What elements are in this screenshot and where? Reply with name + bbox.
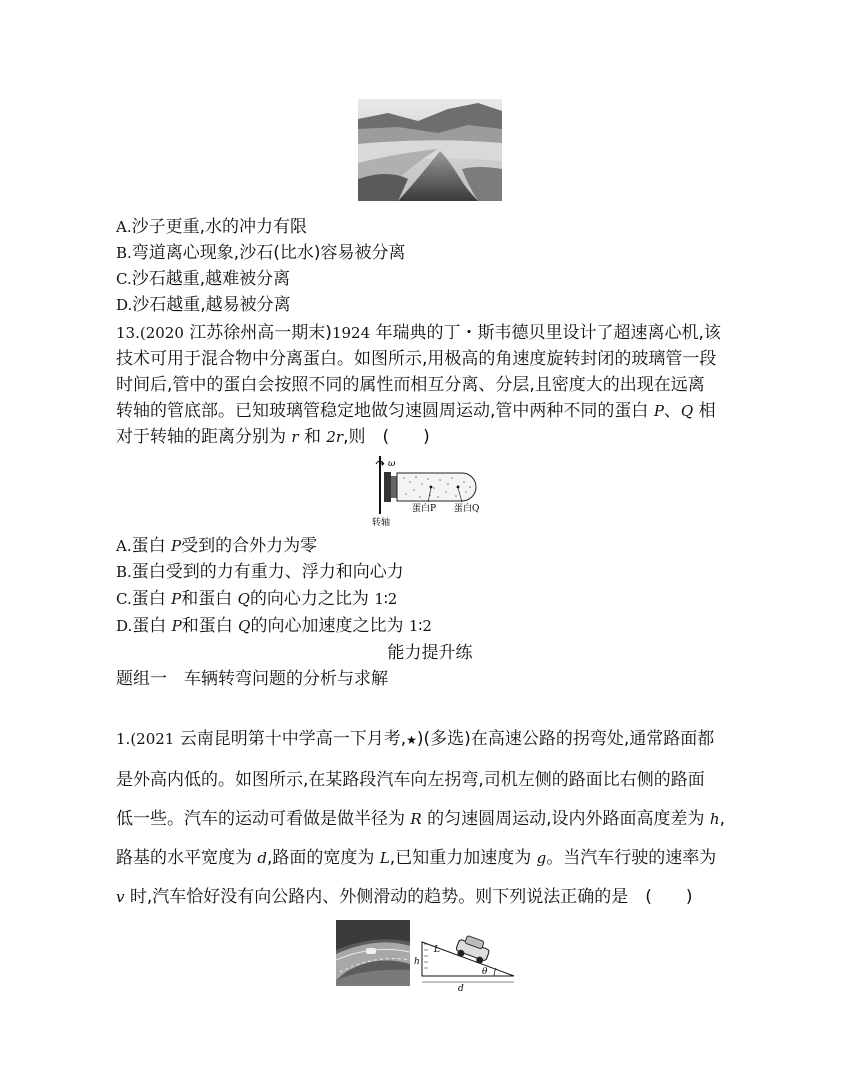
- var-p: P: [171, 537, 182, 555]
- var-p: P: [171, 590, 182, 608]
- omega-label: ω: [388, 459, 396, 469]
- question-number: 13.: [116, 324, 140, 342]
- protein-q-dot: [457, 486, 460, 489]
- river-bend-photo: [358, 99, 502, 201]
- option-text: 蛋白受到的力有重力、浮力和向心力: [131, 562, 404, 582]
- var-p: P: [653, 402, 664, 420]
- var-d: d: [257, 849, 268, 867]
- q13-stem-line-2: 技术可用于混合物中分离蛋白。如图所示,用极高的角速度旋转封闭的玻璃管一段: [116, 349, 717, 369]
- option-text: 的向心加速度之比为: [250, 616, 404, 636]
- q13-stem-line-3: 时间后,管中的蛋白会按照不同的属性而相互分离、分层,且密度大的出现在远离: [116, 375, 705, 395]
- option-text: 蛋白: [131, 589, 166, 609]
- holder: [384, 472, 391, 502]
- difficulty-star-icon: ★: [406, 733, 417, 747]
- option-text: 和蛋白: [181, 589, 233, 609]
- car: [366, 948, 376, 954]
- q12-option-a: [116, 214, 307, 240]
- var-l: L: [379, 849, 390, 867]
- q13-stem-line-4: [116, 398, 716, 424]
- var-g: g: [536, 849, 547, 867]
- label-l: L: [434, 945, 440, 955]
- protein-p-dot: [430, 486, 433, 489]
- stem-text: 相: [698, 401, 716, 421]
- answer-blank: ( ): [645, 887, 693, 907]
- option-text: 蛋白: [132, 616, 167, 636]
- var-r: r: [291, 428, 299, 446]
- option-letter: D.: [116, 296, 133, 314]
- option-text: 和蛋白: [181, 616, 233, 636]
- source-year: (2021: [130, 730, 175, 748]
- source-text: 云南昆明第十中学高一下月考,: [179, 729, 407, 749]
- option-letter: A.: [116, 218, 132, 236]
- axis-label: 转轴: [372, 518, 391, 528]
- option-letter: A.: [116, 537, 132, 555]
- glass-tube: [397, 473, 476, 501]
- var-2r: 2r: [326, 428, 344, 446]
- ratio: 1∶2: [374, 590, 398, 608]
- option-text: 沙子更重,水的冲力有限: [131, 217, 308, 237]
- q1-stem-line-1: [116, 726, 714, 753]
- stem-text: ,已知重力加速度为: [389, 848, 532, 868]
- q1-stem-line-5: [116, 884, 693, 910]
- stem-text: ,路面的宽度为: [267, 848, 375, 868]
- protein-q-label: 蛋白Q: [454, 504, 480, 514]
- q13-option-d: [116, 613, 432, 639]
- option-text: 的向心力之比为: [249, 589, 369, 609]
- var-q: Q: [237, 590, 250, 608]
- stem-text: 低一些。汽车的运动可看做是做半径为: [116, 809, 405, 829]
- question-number: 1.: [116, 730, 131, 748]
- stem-text: 对于转轴的距离分别为: [116, 427, 286, 447]
- var-q: Q: [238, 617, 251, 635]
- var-r: R: [410, 810, 422, 828]
- var-p: P: [171, 617, 182, 635]
- label-h: h: [414, 957, 420, 967]
- q13-option-c: [116, 586, 397, 612]
- option-text: 蛋白: [131, 536, 166, 556]
- ratio: 1∶2: [408, 617, 432, 635]
- centrifuge-figure: [370, 454, 490, 528]
- label-d: d: [458, 984, 464, 992]
- q12-option-b: [116, 240, 405, 266]
- year-1924: 1924: [331, 324, 371, 342]
- q1-stem-line-2: 是外高内低的。如图所示,在某路段汽车向左拐弯,司机左侧的路面比右侧的路面: [116, 770, 705, 790]
- q1-stem-line-3: [116, 806, 725, 832]
- group-heading: 题组一 车辆转弯问题的分析与求解: [116, 669, 388, 689]
- stem-text: 。当汽车行驶的速率为: [546, 848, 717, 868]
- q12-option-d: [116, 292, 291, 318]
- highway-curve-photo: [336, 920, 410, 986]
- q13-stem-line-5: [116, 424, 430, 450]
- separator: 、: [663, 401, 681, 421]
- option-text: 沙石越重,越难被分离: [131, 269, 291, 289]
- label-theta: θ: [482, 967, 488, 977]
- q13-stem-line-1: [116, 320, 721, 346]
- stem-text: 和: [303, 427, 321, 447]
- stem-text: )(多选)在高速公路的拐弯处,通常路面都: [416, 729, 715, 749]
- option-letter: C.: [116, 590, 132, 608]
- source-year: (2020: [139, 324, 184, 342]
- stem-text: ,则: [343, 427, 366, 447]
- var-v: v: [116, 888, 125, 906]
- q13-option-b: [116, 559, 404, 585]
- option-letter: C.: [116, 270, 132, 288]
- option-text: 沙石越重,越易被分离: [132, 295, 291, 315]
- stem-text: 时,汽车恰好没有向公路内、外侧滑动的趋势。则下列说法正确的是: [129, 887, 629, 907]
- source-text: 江苏徐州高一期末): [189, 323, 332, 343]
- banked-road-diagram: [410, 930, 520, 992]
- stem-text: 转轴的管底部。已知玻璃管稳定地做匀速圆周运动,管中两种不同的蛋白: [116, 401, 649, 421]
- option-text: 弯道离心现象,沙石(比水)容易被分离: [131, 243, 406, 263]
- option-letter: D.: [116, 617, 133, 635]
- option-text: 受到的合外力为零: [181, 536, 318, 556]
- stem-text: ,: [719, 809, 725, 829]
- option-letter: B.: [116, 244, 132, 262]
- q13-option-a: [116, 533, 317, 559]
- section-heading: 能力提升练: [387, 643, 473, 663]
- option-letter: B.: [116, 563, 132, 581]
- stem-text: 路基的水平宽度为: [116, 848, 252, 868]
- answer-blank: ( ): [382, 427, 430, 447]
- stem-text: 的匀速圆周运动,设内外路面高度差为: [427, 809, 705, 829]
- q1-stem-line-4: [116, 845, 716, 871]
- q12-option-c: [116, 266, 290, 292]
- stem-text: 年瑞典的丁・斯韦德贝里设计了超速离心机,该: [375, 323, 721, 343]
- var-q: Q: [680, 402, 694, 420]
- var-h: h: [709, 810, 720, 828]
- protein-p-label: 蛋白P: [412, 504, 437, 514]
